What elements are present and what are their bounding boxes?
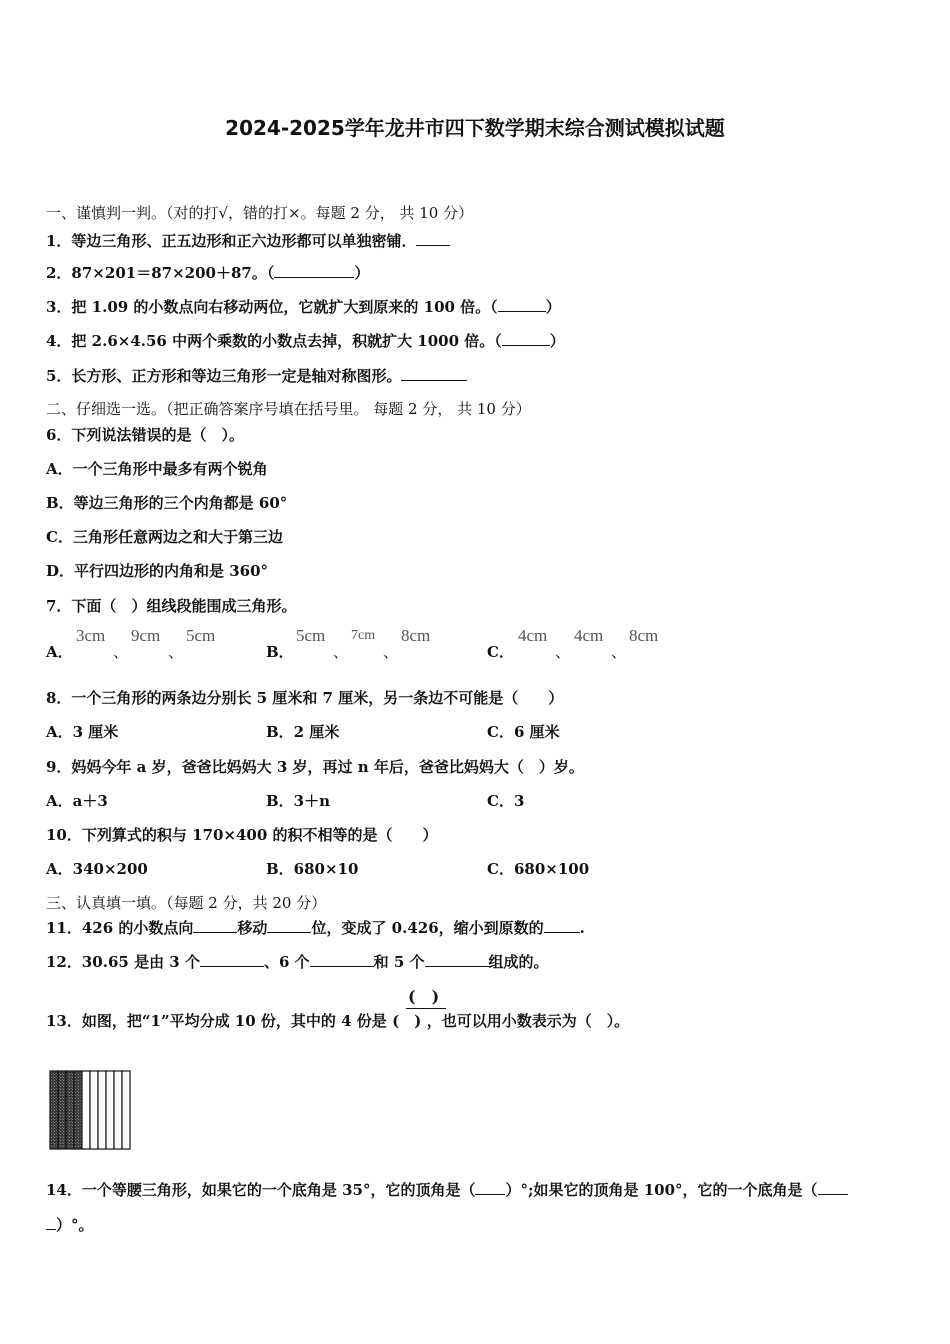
- segment-length: 8cm: [401, 626, 431, 645]
- question-11-text: 11．426 的小数点向: [46, 919, 194, 937]
- section-2-heading: 二、仔细选一选。（把正确答案序号填在括号里。 每题 2 分， 共 10 分）: [46, 400, 531, 418]
- question-13-text: 13．如图，把“1”平均分成 10 份，其中的 4 份是: [46, 1012, 387, 1030]
- answer-blank[interactable]: [401, 366, 467, 381]
- answer-blank[interactable]: [502, 331, 550, 346]
- fraction-denominator[interactable]: ( ): [392, 1012, 422, 1030]
- question-9-option-c[interactable]: C．3: [487, 792, 525, 810]
- question-4-text: 4．把 2.6×4.56 中两个乘数的小数点去掉，积就扩大 1000 倍。（: [46, 332, 502, 350]
- answer-blank[interactable]: [498, 297, 546, 312]
- segment-length: 7cm: [351, 628, 376, 643]
- question-12-text: 12．30.65 是由 3 个: [46, 953, 200, 971]
- segment-length: 8cm: [629, 626, 659, 645]
- question-7: 7．下面（ ）组线段能围成三角形。: [46, 597, 297, 615]
- separator: 、: [113, 643, 129, 661]
- page-title: 2024-2025学年龙井市四下数学期末综合测试模拟试题: [225, 116, 725, 140]
- question-3: [46, 296, 561, 317]
- question-14-text: 14．一个等腰三角形，如果它的一个底角是 35°，它的顶角是（: [46, 1181, 476, 1199]
- question-8-option-b[interactable]: B．2 厘米: [266, 723, 340, 741]
- question-6-option-c[interactable]: C．三角形任意两边之和大于第三边: [46, 528, 283, 546]
- section-1-heading: 一、谨慎判一判。（对的打√，错的打×。每题 2 分， 共 10 分）: [46, 204, 474, 222]
- question-11-text: 位，变成了 0.426，缩小到原数的: [311, 919, 544, 937]
- question-5: [46, 365, 467, 386]
- answer-blank[interactable]: [267, 918, 311, 933]
- question-2-close: ）: [354, 264, 370, 282]
- separator: 、: [168, 643, 184, 661]
- shaded-strip: [74, 1071, 82, 1149]
- empty-strip: [90, 1071, 98, 1149]
- answer-blank[interactable]: [416, 231, 450, 246]
- question-1: [46, 230, 450, 251]
- question-14: [46, 1179, 848, 1200]
- answer-blank[interactable]: [544, 918, 580, 933]
- empty-strip: [114, 1071, 122, 1149]
- segment-length: 4cm: [518, 626, 548, 645]
- fraction-numerator[interactable]: ( ): [408, 987, 440, 1006]
- question-6-option-d[interactable]: D．平行四边形的内角和是 360°: [46, 562, 269, 580]
- separator: 、: [611, 643, 627, 661]
- empty-strip: [106, 1071, 114, 1149]
- question-12-text: 组成的。: [488, 953, 549, 971]
- segment-length: 4cm: [574, 626, 604, 645]
- question-3-text: 3．把 1.09 的小数点向右移动两位，它就扩大到原来的 100 倍。（: [46, 298, 498, 316]
- answer-blank[interactable]: [274, 263, 354, 278]
- question-10: 10．下列算式的积与 170×400 的积不相等的是（ ）: [46, 826, 438, 844]
- question-13: [46, 1010, 629, 1031]
- question-11-text: .: [579, 919, 585, 937]
- question-12-text: 、6 个: [263, 953, 310, 971]
- empty-strip: [122, 1071, 130, 1149]
- question-2: [46, 262, 369, 283]
- answer-blank[interactable]: [200, 952, 264, 967]
- question-14-text: ）°;如果它的顶角是 100°，它的一个底角是（: [505, 1181, 818, 1199]
- segment-length: 3cm: [76, 626, 106, 645]
- question-1-text: 1．等边三角形、正五边形和正六边形都可以单独密铺．: [46, 232, 417, 250]
- answer-blank[interactable]: [46, 1215, 56, 1230]
- question-10-option-a[interactable]: A．340×200: [46, 860, 148, 878]
- question-4: [46, 330, 565, 351]
- question-9-option-b[interactable]: B．3＋n: [266, 792, 331, 810]
- segment-length: 5cm: [186, 626, 216, 645]
- empty-strip: [98, 1071, 106, 1149]
- question-4-close: ）: [549, 332, 565, 350]
- question-12-text: 和 5 个: [373, 953, 425, 971]
- question-6-option-a[interactable]: A．一个三角形中最多有两个锐角: [46, 460, 268, 478]
- question-5-text: 5．长方形、正方形和等边三角形一定是轴对称图形。: [46, 367, 402, 385]
- question-8: 8．一个三角形的两条边分别长 5 厘米和 7 厘米，另一条边不可能是（ ）: [46, 689, 564, 707]
- empty-strip: [82, 1071, 90, 1149]
- separator: 、: [555, 643, 571, 661]
- segment-length: 5cm: [296, 626, 326, 645]
- question-6: 6．下列说法错误的是（ ）。: [46, 426, 244, 444]
- question-8-option-a[interactable]: A．3 厘米: [46, 723, 119, 741]
- question-12: [46, 951, 549, 972]
- question-13-text: ，也可以用小数表示为（ ）。: [426, 1012, 630, 1030]
- question-14-text: ）°。: [56, 1216, 94, 1234]
- question-10-option-b[interactable]: B．680×10: [266, 860, 359, 878]
- answer-blank[interactable]: [475, 1180, 505, 1195]
- answer-blank[interactable]: [425, 952, 489, 967]
- question-9-option-a[interactable]: A．a＋3: [46, 792, 108, 810]
- question-7-option-b-label[interactable]: B．: [266, 643, 294, 661]
- question-3-close: ）: [545, 298, 561, 316]
- question-14-continued: [46, 1214, 94, 1235]
- question-9: 9．妈妈今年 a 岁，爸爸比妈妈大 3 岁，再过 n 年后，爸爸比妈妈大（ ）岁。: [46, 758, 584, 776]
- separator: 、: [333, 643, 349, 661]
- shaded-strip: [66, 1071, 74, 1149]
- shaded-strip: [58, 1071, 66, 1149]
- answer-blank[interactable]: [818, 1180, 848, 1195]
- question-11: [46, 917, 585, 938]
- segment-length: 9cm: [131, 626, 161, 645]
- fraction-bar: [406, 1008, 446, 1009]
- answer-blank[interactable]: [310, 952, 374, 967]
- separator: 、: [383, 643, 399, 661]
- question-8-option-c[interactable]: C．6 厘米: [487, 723, 560, 741]
- question-11-text: 移动: [237, 919, 268, 937]
- answer-blank[interactable]: [193, 918, 237, 933]
- question-7-option-c-label[interactable]: C．: [487, 643, 514, 661]
- question-6-option-b[interactable]: B．等边三角形的三个内角都是 60°: [46, 494, 288, 512]
- section-3-heading: 三、认真填一填。（每题 2 分，共 20 分）: [46, 894, 327, 912]
- question-2-text: 2．87×201＝87×200＋87。（: [46, 264, 275, 282]
- shaded-strip: [50, 1071, 58, 1149]
- question-7-option-a-label[interactable]: A．: [46, 643, 73, 661]
- ten-strips-figure: [48, 1068, 138, 1154]
- question-10-option-c[interactable]: C．680×100: [487, 860, 590, 878]
